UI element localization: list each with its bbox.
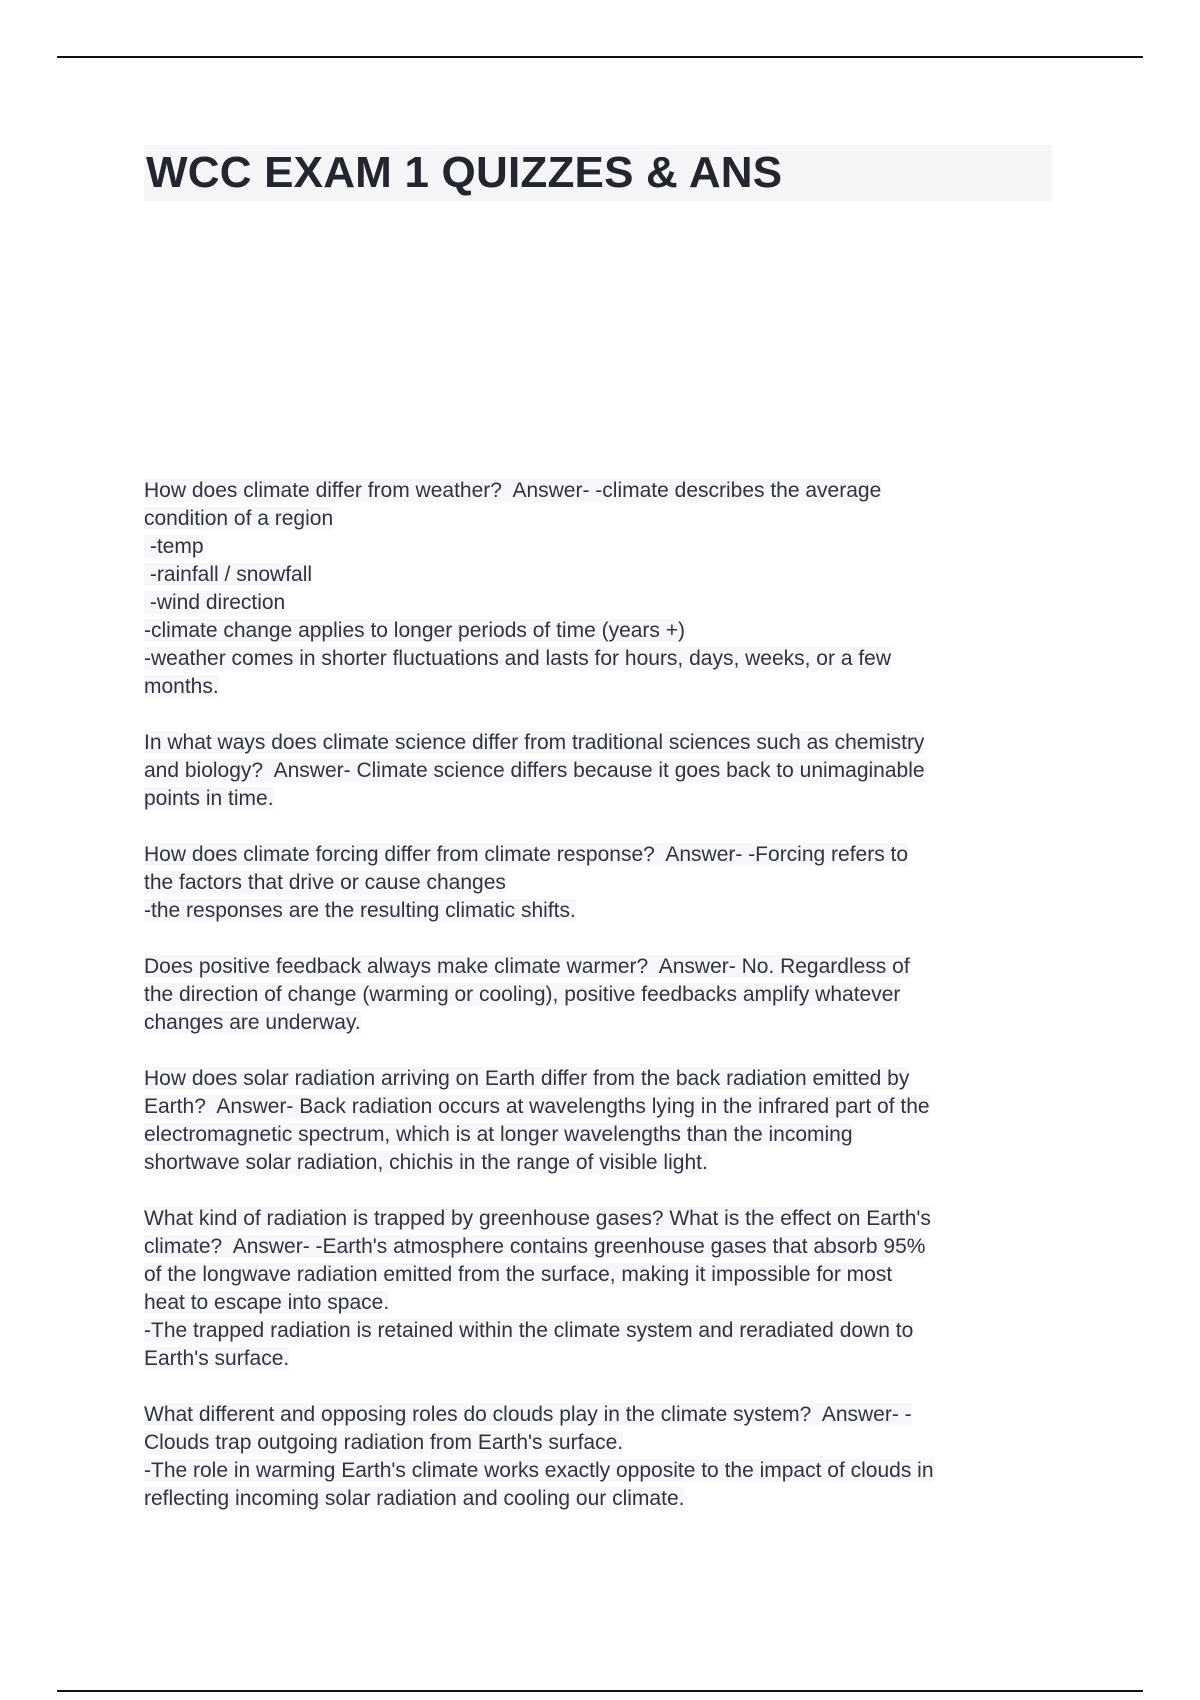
qa-line: How does climate differ from weather? Answer- -climate describes the average — [144, 479, 882, 502]
qa-line: condition of a region — [144, 507, 334, 530]
qa-line: -The role in warming Earth's climate works exactly opposite to the impact of clouds in — [144, 1459, 934, 1482]
qa-line: electromagnetic spectrum, which is at longer wavelengths than the incoming — [144, 1123, 853, 1146]
qa-item — [144, 1205, 1064, 1373]
qa-line: shortwave solar radiation, chichis in the range of visible light. — [144, 1151, 708, 1174]
qa-content — [144, 477, 1064, 1541]
qa-item — [144, 953, 1064, 1037]
qa-line: How does solar radiation arriving on Earth differ from the back radiation emitted by — [144, 1067, 910, 1090]
qa-line: -rainfall / snowfall — [144, 563, 313, 586]
qa-line: the factors that drive or cause changes — [144, 871, 506, 894]
qa-line: Clouds trap outgoing radiation from Earth's surface. — [144, 1431, 624, 1454]
qa-item — [144, 841, 1064, 925]
qa-item — [144, 477, 1064, 701]
title-block — [144, 145, 1052, 201]
qa-line: How does climate forcing differ from climate response? Answer- -Forcing refers to — [144, 843, 909, 866]
qa-line: What different and opposing roles do clouds play in the climate system? Answer- - — [144, 1403, 912, 1426]
qa-line: climate? Answer- -Earth's atmosphere contains greenhouse gases that absorb 95% — [144, 1235, 926, 1258]
qa-item — [144, 729, 1064, 813]
qa-line: reflecting incoming solar radiation and cooling our climate. — [144, 1487, 685, 1510]
qa-line: points in time. — [144, 787, 274, 810]
qa-line: -The trapped radiation is retained within the climate system and reradiated down to — [144, 1319, 914, 1342]
qa-line: -climate change applies to longer periods of time (years +) — [144, 619, 686, 642]
qa-line: What kind of radiation is trapped by greenhouse gases? What is the effect on Earth's — [144, 1207, 931, 1230]
qa-line: months. — [144, 675, 219, 698]
qa-line: In what ways does climate science differ from traditional sciences such as chemistry — [144, 731, 925, 754]
qa-line: the direction of change (warming or cooling), positive feedbacks amplify whatever — [144, 983, 901, 1006]
qa-line: and biology? Answer- Climate science differs because it goes back to unimaginable — [144, 759, 925, 782]
qa-line: -weather comes in shorter fluctuations and lasts for hours, days, weeks, or a few — [144, 647, 892, 670]
qa-line: Earth's surface. — [144, 1347, 290, 1370]
qa-line: changes are underway. — [144, 1011, 361, 1034]
qa-line: Earth? Answer- Back radiation occurs at wavelengths lying in the infrared part of the — [144, 1095, 930, 1118]
qa-line: of the longwave radiation emitted from the surface, making it impossible for most — [144, 1263, 893, 1286]
qa-line: -wind direction — [144, 591, 286, 614]
qa-line: -the responses are the resulting climatic shifts. — [144, 899, 576, 922]
qa-line: Does positive feedback always make climate warmer? Answer- No. Regardless of — [144, 955, 910, 978]
bottom-divider — [57, 1690, 1143, 1692]
qa-line: heat to escape into space. — [144, 1291, 390, 1314]
qa-item — [144, 1065, 1064, 1177]
qa-line: -temp — [144, 535, 204, 558]
page-title: WCC EXAM 1 QUIZZES & ANS — [146, 148, 783, 197]
qa-item — [144, 1401, 1064, 1513]
top-divider — [57, 56, 1143, 58]
